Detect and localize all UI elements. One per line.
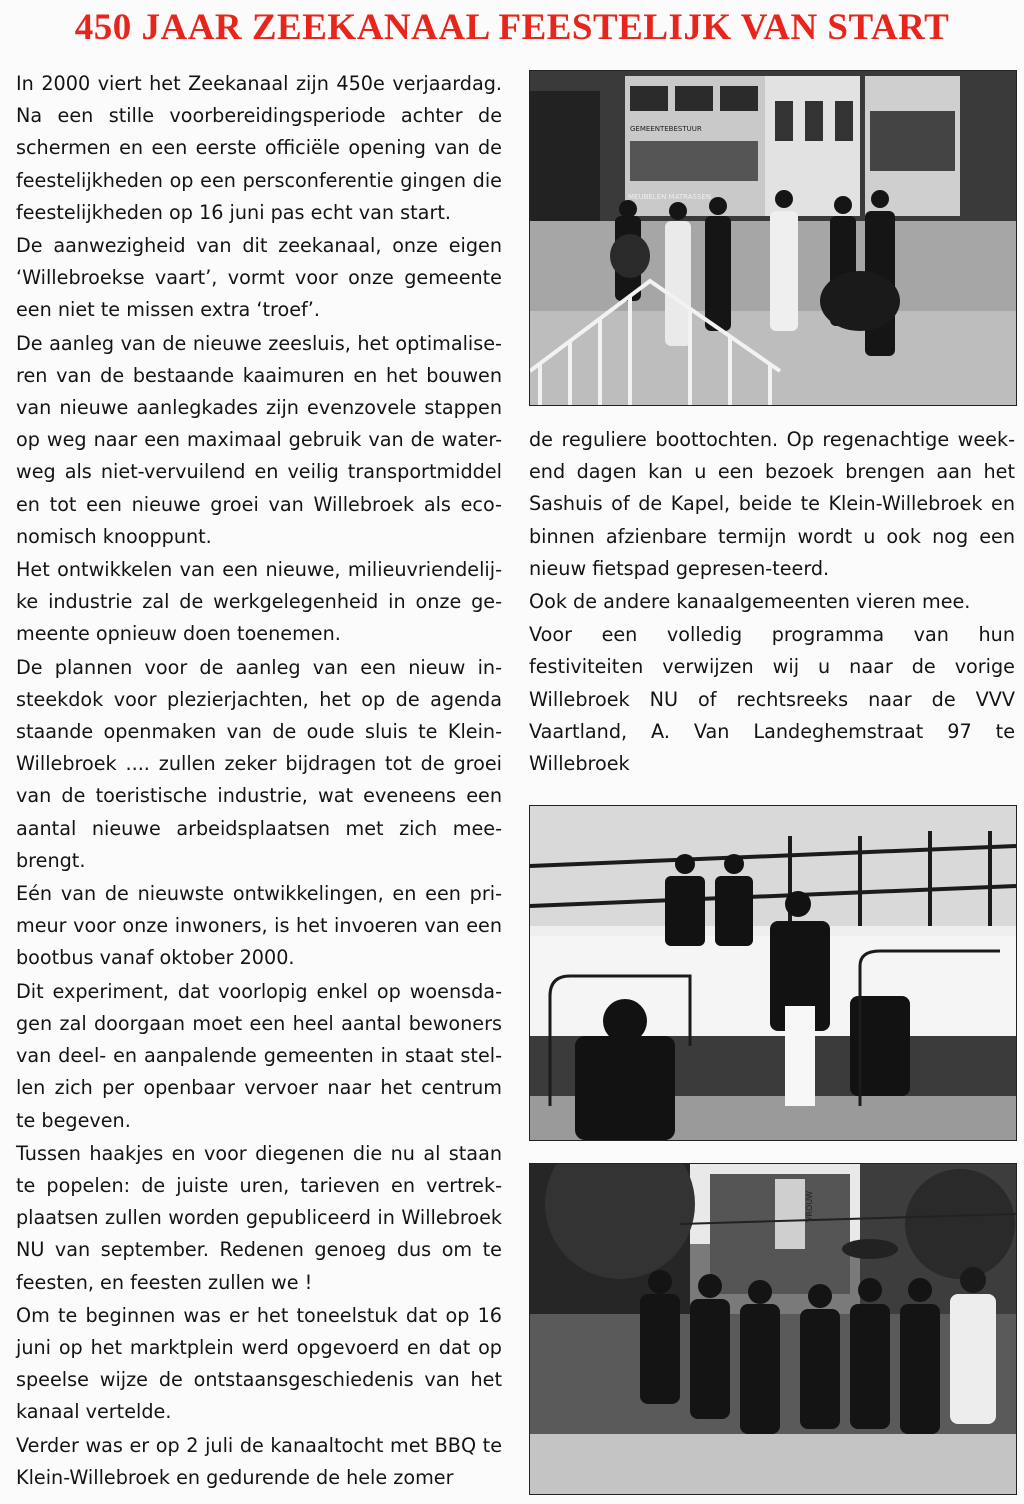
paragraph: De aanleg van de nieuwe zeesluis, het optimalise-ren van de bestaande kaaimuren en het bouwen van nieuwe aanlegkades zijn evenzovele stappen op weg naar een maximaal gebruik van de water-weg als niet-vervuilend en veilig transportmiddel en tot een nieuwe groei van Willebroek als eco-nomisch knooppunt. [16, 331, 502, 548]
photo-sign-text: MEUBELEN MATRASSEN [628, 193, 712, 201]
paragraph: In 2000 viert het Zeekanaal zijn 450e verjaardag. Na een stille voorbereidingsperiode achter de schermen en een eerste officiële opening van de feestelijkheden op een persconferentie gingen die feestelijkheden op 16 juni pas echt van start. [16, 72, 502, 224]
paragraph: Verder was er op 2 juli de kanaaltocht met BBQ te Klein-Willebroek en gedurende de hele zomer [16, 1433, 502, 1489]
photo-sign-text: GEMEENTEBESTUUR [630, 125, 702, 133]
paragraph: Eén van de nieuwste ontwikkelingen, en een pri-meur voor onze inwoners, is het invoeren van een bootbus vanaf oktober 2000. [16, 882, 502, 970]
article-left-column [16, 68, 502, 1495]
article-title: 450 JAAR ZEEKANAAL FEESTELIJK VAN START [74, 7, 950, 48]
photo-brass-band-market-square [529, 70, 1017, 406]
paragraph: Dit experiment, dat voorlopig enkel op woensda-gen zal doorgaan moet een heel aantal bewoners van deel- en aanpalende gemeenten in staat stel-len zich per openbaar vervoer naar het centrum te begeven. [16, 979, 502, 1132]
article-right-column [529, 424, 1015, 781]
photo-costume-procession [529, 1163, 1017, 1495]
paragraph: Tussen haakjes en voor diegenen die nu al staan te popelen: de juiste uren, tarieven en vertrek-plaatsen zullen worden gepubliceerd in Willebroek NU van september. Redenen genoeg dus om te feesten, en feesten zullen we ! [16, 1141, 502, 1294]
paragraph: De aanwezigheid van dit zeekanaal, onze eigen ‘Willebroekse vaart’, vormt voor onze gemeente een niet te missen extra ‘troef’. [16, 234, 502, 322]
paragraph: de reguliere boottochten. Op regenachtige week-end dagen kan u een bezoek brengen aan het Sashuis of de Kapel, beide te Klein-Willebroek en binnen afzienbare termijn wordt u ook nog een nieuw fietspad gepresen-teerd. [529, 428, 1015, 580]
paragraph: De plannen voor de aanleg van een nieuw in-steekdok voor plezierjachten, het op de agenda staande openmaken van de oude sluis te Klein-Willebroek .... zullen zeker bijdragen tot de groei van de toeristische industrie, wat eveneens een aantal nieuwe arbeidsplaatsen met zich mee-brengt. [16, 655, 502, 872]
paragraph: Om te beginnen was er het toneelstuk dat op 16 juni op het marktplein werd opgevoerd en dat op speelse wijze de ontstaansgeschiedenis van het kanaal vertelde. [16, 1303, 502, 1424]
paragraph: Ook de andere kanaalgemeenten vieren mee. [529, 590, 971, 614]
paragraph: Het ontwikkelen van een nieuwe, milieuvriendelij-ke industrie zal de werkgelegenheid in onze ge-meente opnieuw doen toenemen. [16, 558, 502, 646]
photo-boat-disembarking [529, 805, 1017, 1141]
paragraph: Voor een volledig programma van hun festiviteiten verwijzen wij u naar de vorige Willebroek NU of rechtsreeks naar de VVV Vaartland, A. Van Landeghemstraat 97 te Willebroek [529, 623, 1015, 776]
photo-sign-text: VROUW [805, 1190, 814, 1222]
